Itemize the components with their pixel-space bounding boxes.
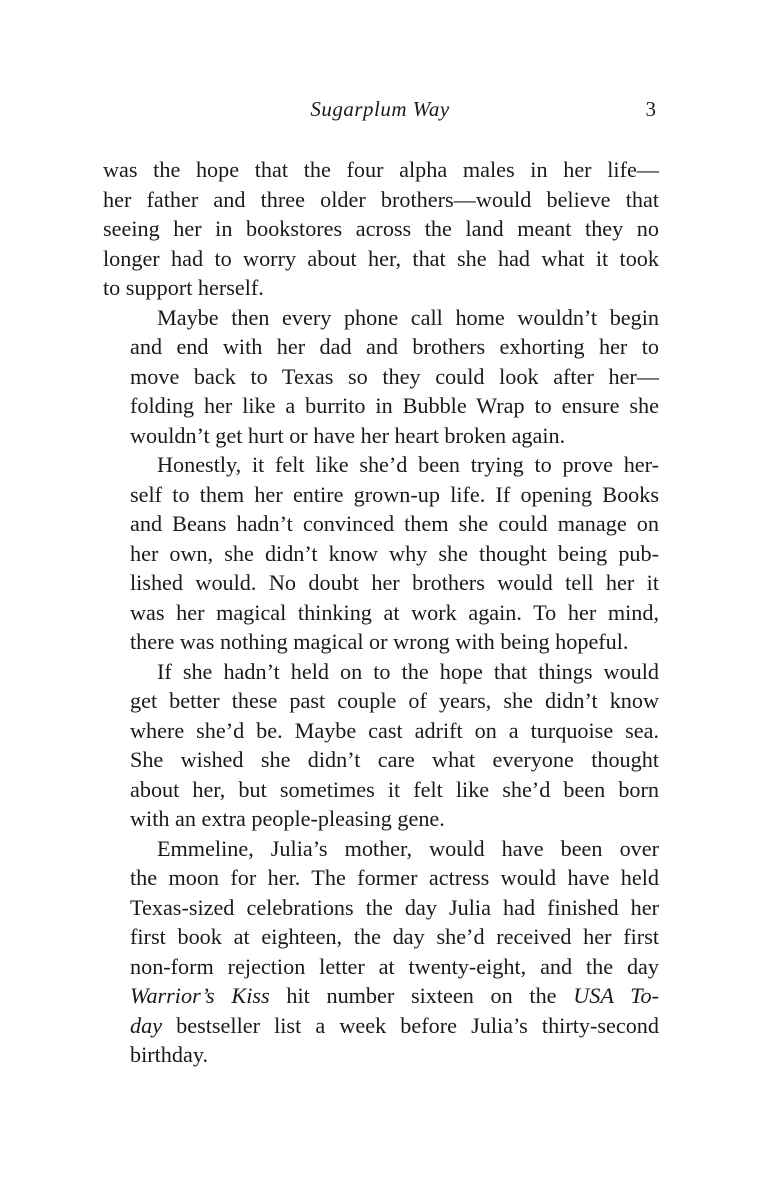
text-line: birthday. (130, 1042, 209, 1067)
text-line: there was nothing magical or wrong with being hopeful. (130, 629, 629, 654)
running-title: Sugarplum Way (310, 97, 450, 121)
text-line: to support herself. (103, 275, 264, 300)
paragraph (103, 657, 659, 834)
text-line: where she’d be. Maybe cast adrift on a turquoise sea. (130, 717, 659, 743)
text-line: first book at eighteen, the day she’d received her first (130, 924, 659, 949)
text-line: non-form rejection letter at twenty-eight, and the day (130, 953, 659, 979)
text-line: longer had to worry about her, that she had what it took (103, 245, 659, 271)
text-line: Emmeline, Julia’s mother, would have been over (157, 835, 659, 861)
text-line: move back to Texas so they could look after her— (130, 363, 659, 389)
text-line: her father and three older brothers—would believe that (103, 186, 659, 212)
text-line: get better these past couple of years, she didn’t know (130, 688, 659, 713)
text-line: seeing her in bookstores across the land meant they no (103, 216, 659, 241)
text-line: was her magical thinking at work again. To her mind, (130, 599, 659, 625)
text-line (103, 981, 659, 1011)
body-text (103, 155, 659, 1070)
publication-title-italic: USA To- (573, 983, 659, 1008)
text-line (103, 1011, 659, 1041)
text-line: and end with her dad and brothers exhorting her to (130, 334, 659, 359)
text-line: about her, but sometimes it felt like she’d been born (130, 776, 659, 802)
text-line: her own, she didn’t know why she thought being pub- (130, 540, 659, 566)
text-line: Honestly, it felt like she’d been trying to prove her- (157, 452, 659, 477)
text-segment: bestseller list a week before Julia’s thirty-second (162, 1012, 659, 1038)
text-line: If she hadn’t held on to the hope that things would (157, 658, 659, 684)
page-number: 3 (645, 97, 656, 121)
text-line: self to them her entire grown-up life. If opening Books (130, 481, 659, 507)
paragraph (103, 303, 659, 451)
text-line: with an extra people-pleasing gene. (130, 806, 445, 831)
paragraph (103, 450, 659, 657)
text-line: wouldn’t get hurt or have her heart broken again. (130, 422, 566, 448)
publication-title-italic: day (130, 1012, 163, 1038)
text-line: Maybe then every phone call home wouldn’t begin (157, 304, 659, 330)
text-line: and Beans hadn’t convinced them she could manage on (130, 511, 659, 536)
text-line: the moon for her. The former actress would have held (130, 865, 659, 890)
text-line: folding her like a burrito in Bubble Wrap to ensure she (130, 393, 659, 418)
text-segment: hit number sixteen on the (269, 983, 574, 1008)
text-line: She wished she didn’t care what everyone thought (130, 747, 659, 772)
text-line: Texas-sized celebrations the day Julia had finished her (130, 894, 659, 920)
paragraph (103, 834, 659, 1070)
book-title-italic: Warrior’s Kiss (130, 983, 270, 1008)
text-line: was the hope that the four alpha males in her life— (103, 157, 659, 182)
running-header (102, 94, 658, 124)
paragraph (103, 155, 659, 303)
text-line: lished would. No doubt her brothers would tell her it (130, 570, 659, 595)
